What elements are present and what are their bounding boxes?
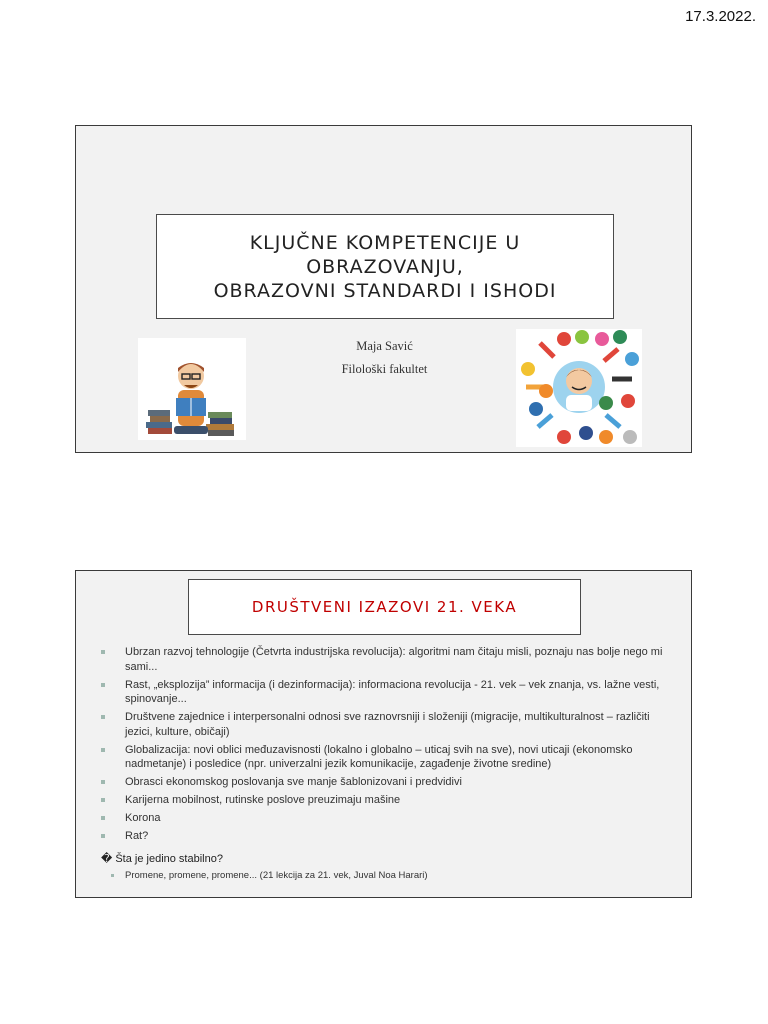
page-date: 17.3.2022. xyxy=(685,8,756,25)
bullet-item xyxy=(76,645,693,674)
slide-2-title-box xyxy=(188,579,581,635)
bullet-text: Globalizacija: novi oblici međuzavisnosti (lokalno i globalno – uticaj svih na sve), novi uticaji (ekonomsko nadmetanje) i posledice (npr. univerzalni jezik komunikacije, zagađenje životne sredine) xyxy=(125,743,633,770)
slide-2 xyxy=(75,570,692,898)
bullet-marker xyxy=(101,816,105,820)
bullet-text: Društvene zajednice i interpersonalni odnosi sve raznovrsniji i složeniji (migracije, multikulturalnost – različiti jezici, kulture, običaji) xyxy=(125,711,650,738)
bullet-marker xyxy=(101,650,105,654)
connected-person-illustration xyxy=(516,329,642,447)
bullet-marker xyxy=(101,683,105,687)
bullet-text: Rat? xyxy=(125,830,149,842)
bullet-text: Korona xyxy=(125,812,161,824)
slide-1-title-box xyxy=(156,214,614,319)
bullet-text: Karijerna mobilnost, rutinske poslove preuzimaju mašine xyxy=(125,794,401,806)
bullet-text: Ubrzan razvoj tehnologije (Četvrta industrijska revolucija): algoritmi nam čitaju misli, poznaju nas bolje nego mi sami... xyxy=(125,646,663,673)
title-line: OBRAZOVANJU, xyxy=(306,255,464,278)
bullet-item xyxy=(76,710,693,739)
bullet-item xyxy=(76,829,693,844)
faculty-name: Filološki fakultet xyxy=(341,362,428,376)
title-line: KLJUČNE KOMPETENCIJE U xyxy=(249,231,521,254)
bullet-item xyxy=(76,743,693,772)
title-line: OBRAZOVNI STANDARDI I ISHODI xyxy=(213,279,557,302)
bullet-marker xyxy=(101,834,105,838)
bullet-item xyxy=(76,793,693,808)
slide-1 xyxy=(75,125,692,453)
slide-1-title xyxy=(214,231,557,303)
bullet-item xyxy=(76,678,693,707)
bullet-marker xyxy=(101,798,105,802)
bullet-marker xyxy=(101,780,105,784)
sub-bullet-marker xyxy=(111,874,114,877)
author-name: Maja Savić xyxy=(356,339,413,353)
sub-bullet-item xyxy=(125,870,428,881)
bullet-item xyxy=(76,811,693,826)
slide-2-title: DRUŠTVENI IZAZOVI 21. VEKA xyxy=(251,598,518,616)
bullet-list xyxy=(76,645,693,847)
bullet-text: Obrasci ekonomskog poslovanja sve manje šablonizovani i predvidivi xyxy=(125,776,462,788)
bullet-marker xyxy=(101,715,105,719)
bullet-marker xyxy=(101,748,105,752)
bullet-item xyxy=(76,775,693,790)
bullet-text: Rast, „eksplozija” informacija (i dezinformacija): informaciona revolucija - 21. vek – vek znanja, vs. lažne vesti, spinovanje... xyxy=(125,678,660,705)
sub-bullet-text: Promene, promene, promene... (21 lekcija za 21. vek, Juval Noa Harari) xyxy=(125,870,428,881)
question-line: � Šta je jedino stabilno? xyxy=(101,853,223,865)
reading-person-illustration xyxy=(138,338,246,440)
